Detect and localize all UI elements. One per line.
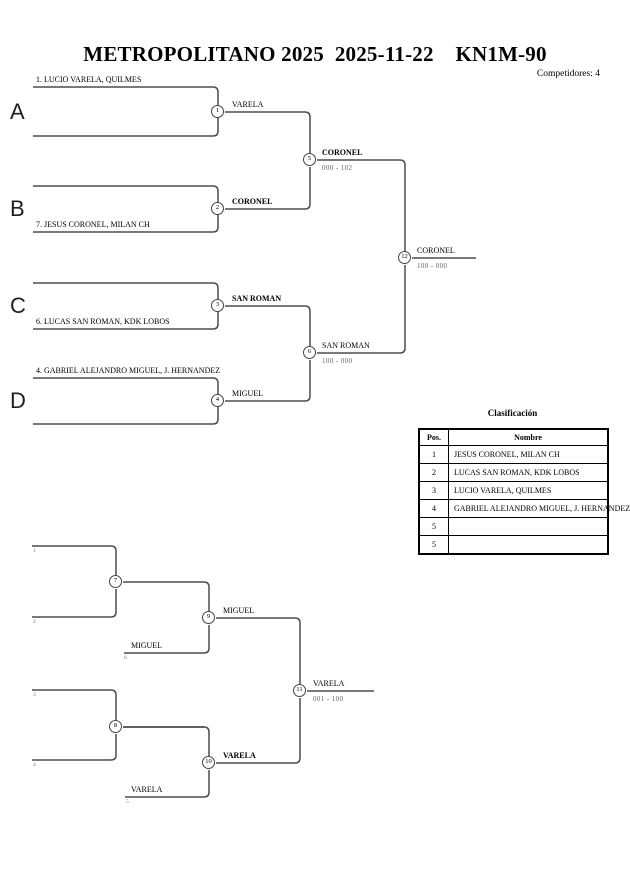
match6-score: 100 - 000 — [322, 357, 353, 365]
page-title: METROPOLITANO 2025 2025-11-22 KN1M-90 — [83, 42, 547, 66]
pool-letter-a: A — [10, 99, 25, 124]
match-node-2: 2 — [211, 202, 224, 215]
match12-winner-label: CORONEL — [417, 246, 455, 255]
competitors-count: Competidores: 4 — [536, 69, 600, 79]
match5-winner-line — [317, 160, 405, 251]
repechage-dropin-m10-label: VARELA — [131, 785, 163, 794]
match6-winner-label: SAN ROMAN — [322, 341, 370, 350]
match7-winner-line — [123, 582, 209, 611]
classification-row — [420, 500, 630, 518]
repechage-loser1-line — [32, 546, 116, 575]
repechage-loser2-line — [32, 589, 116, 617]
match-node-3: 3 — [211, 299, 224, 312]
match-node-10: 10 — [202, 756, 215, 769]
seed-label-a: 1. LUCIO VARELA, QUILMES — [36, 75, 142, 84]
match-node-9: 9 — [202, 611, 215, 624]
match3-winner-label: SAN ROMAN — [232, 294, 282, 303]
repechage-ref-5: 5 — [126, 799, 129, 805]
seed-label-c: 6. LUCAS SAN ROMAN, KDK LOBOS — [36, 317, 170, 326]
pool-letter-b: B — [10, 196, 25, 221]
classification-row — [420, 536, 607, 553]
repechage-loser4-line — [32, 734, 116, 760]
classification-row — [420, 482, 607, 500]
classification-row-pos: 3 — [420, 482, 449, 499]
classification-col-name: Nombre — [514, 433, 542, 442]
classification-row-pos: 5 — [420, 518, 449, 535]
match-node-6: 6 — [303, 346, 316, 359]
match-node-4: 4 — [211, 394, 224, 407]
match1-winner-label: VARELA — [232, 100, 264, 109]
match6-winner-line — [317, 265, 405, 353]
match-node-5: 5 — [303, 153, 316, 166]
classification-row-name: GABRIEL ALEJANDRO MIGUEL, J. HERNANDEZ — [454, 504, 630, 513]
match12-score: 100 - 000 — [417, 262, 448, 270]
match11-score: 001 - 100 — [313, 695, 344, 703]
match-node-1: 1 — [211, 105, 224, 118]
repechage-ref-2: 2 — [33, 619, 36, 625]
classification-row-name: LUCIO VARELA, QUILMES — [454, 486, 552, 495]
bracket-d-outline — [33, 378, 218, 424]
match8-winner-line2 — [123, 727, 209, 756]
pool-letter-d: D — [10, 388, 26, 413]
match10-winner-label: VARELA — [223, 751, 256, 760]
repechage-ref-6: 6 — [124, 655, 127, 661]
classification-row — [420, 518, 607, 536]
classification-row-name: LUCAS SAN ROMAN, KDK LOBOS — [454, 468, 580, 477]
classification-row — [420, 464, 607, 482]
repechage-ref-3: 3 — [33, 692, 36, 698]
match5-score: 000 - 102 — [322, 164, 353, 172]
match-node-7: 7 — [109, 575, 122, 588]
classification-row-name: JESUS CORONEL, MILAN CH — [454, 450, 560, 459]
match9-winner-line — [216, 618, 300, 684]
match3-winner-line — [225, 306, 310, 346]
repechage-dropin-m9-label: MIGUEL — [131, 641, 163, 650]
classification-row — [420, 446, 607, 464]
match2-winner-label: CORONEL — [232, 197, 273, 206]
classification-title: Clasificación — [487, 408, 538, 418]
classification-row-pos: 5 — [420, 536, 449, 553]
classification-row-pos: 2 — [420, 464, 449, 481]
classification-header-row — [420, 430, 607, 446]
seed-label-b: 7. JESUS CORONEL, MILAN CH — [36, 220, 150, 229]
pool-letter-c: C — [10, 293, 26, 318]
match1-winner-line — [225, 112, 310, 153]
match4-winner-label: MIGUEL — [232, 389, 264, 398]
match-node-12: 12 — [398, 251, 411, 264]
classification-col-pos: Pos. — [420, 430, 449, 445]
match5-winner-label: CORONEL — [322, 148, 363, 157]
bracket-a-outline — [33, 87, 218, 136]
match11-winner-label: VARELA — [313, 679, 345, 688]
repechage-loser3-line — [32, 690, 116, 720]
match-node-11: 11 — [293, 684, 306, 697]
classification-table — [418, 428, 630, 555]
match-node-8: 8 — [109, 720, 122, 733]
repechage-ref-1: 1 — [33, 548, 36, 554]
classification-row-pos: 1 — [420, 446, 449, 463]
repechage-ref-4: 4 — [33, 762, 36, 768]
seed-label-d: 4. GABRIEL ALEJANDRO MIGUEL, J. HERNANDEZ — [36, 366, 221, 375]
match9-winner-label: MIGUEL — [223, 606, 255, 615]
classification-row-pos: 4 — [420, 500, 449, 517]
